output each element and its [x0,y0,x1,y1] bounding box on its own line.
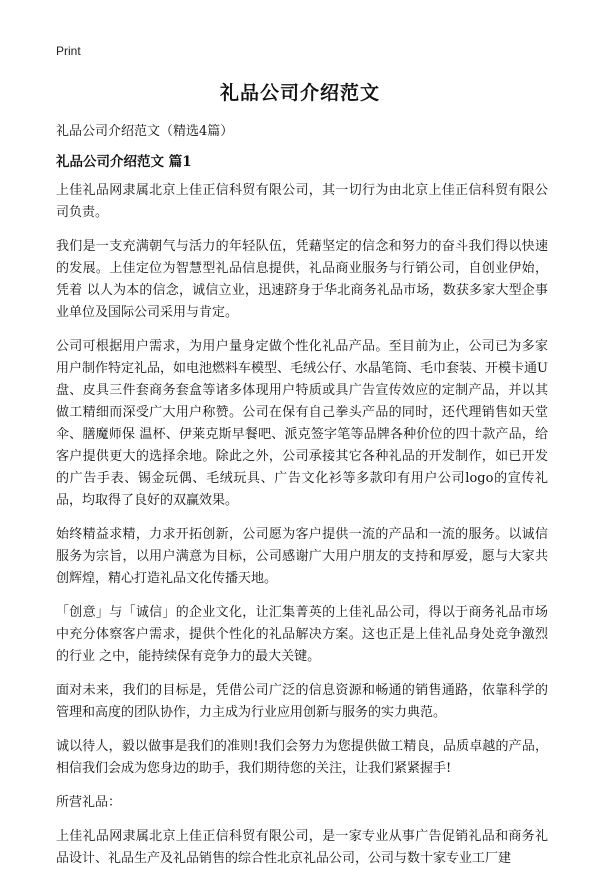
paragraph-4: 始终精益求精，力求开拓创新，公司愿为客户提供一流的产品和一流的服务。以诚信服务为宗旨，以用户满意为目标，公司感谢广大用户朋友的支持和厚爱，愿与大家共创辉煌，精心打造礼品文化传播天地。 [56,527,548,586]
paragraph-6: 面对未来，我们的目标是，凭借公司广泛的信息资源和畅通的销售通路，依靠科学的管理和高度的团队协作，力主成为行业应用创新与服务的实力典范。 [56,683,548,720]
paragraph-2: 我们是一支充满朝气与活力的年轻队伍，凭藉坚定的信念和努力的奋斗我们得以快速的发展。上佳定位为智慧型礼品信息提供，礼品商业服务与行销公司，自创业伊始，凭着 以人为本的信念，诚信立业，迅速跻身于华北商务礼品市场，数获多家大型企事业单位及国际公司采用与肯定。 [56,239,548,320]
document-subtitle: 礼品公司介绍范文（精选4篇） [56,124,234,139]
print-label[interactable]: Print [56,44,81,58]
page-title: 礼品公司介绍范文 [219,82,380,104]
paragraph-7: 诚以待人，毅以做事是我们的准则!我们会努力为您提供做工精良，品质卓越的产品，相信我们会成为您身边的助手，我们期待您的关注，让我们紧紧握手! [56,739,548,776]
section-label-products: 所营礼品： [56,795,122,810]
paragraph-5: 「创意」与「诚信」的企业文化，让汇集菁英的上佳礼品公司，得以于商务礼品市场中充分体察客户需求，提供个性化的礼品解决方案。这也正是上佳礼品身处竞争激烈的行业 之中，能持续保有竞争力的最大关键。 [56,605,548,664]
article-body [56,180,548,882]
paragraph-3: 公司可根据用户需求，为用户量身定做个性化礼品产品。至目前为止，公司已为多家用户制作特定礼品，如电池燃料车模型、毛绒公仔、水晶笔筒、毛巾套装、开模卡通U盘、皮具三件套商务套盒等诸多体现用户特质或具广告宣传效应的定制产品，并以其做工精细而深受广大用户称赞。公司在保有自己拳头产品的同时，还代理销售如天堂伞、膳魔师保 温杯、伊莱克斯早餐吧、派克签字笔等品牌各种价位的四十款产品，给客户提供更大的选择余地。除此之外，公司承接其它各种礼品的开发制作，如已开发的广告手表、锡金玩偶、毛绒玩具、广告文化衫等多款印有用户公司logo的宣传礼品，均取得了良好的双赢效果。 [56,339,548,508]
article-heading: 礼品公司介绍范文 篇1 [56,154,192,170]
paragraph-1: 上佳礼品网隶属北京上佳正信科贸有限公司，其一切行为由北京上佳正信科贸有限公司负责。 [56,183,548,220]
paragraph-8: 上佳礼品网隶属北京上佳正信科贸有限公司，是一家专业从事广告促销礼品和商务礼品设计、礼品生产及礼品销售的综合性北京礼品公司，公司与数十家专业工厂建 [56,829,548,866]
